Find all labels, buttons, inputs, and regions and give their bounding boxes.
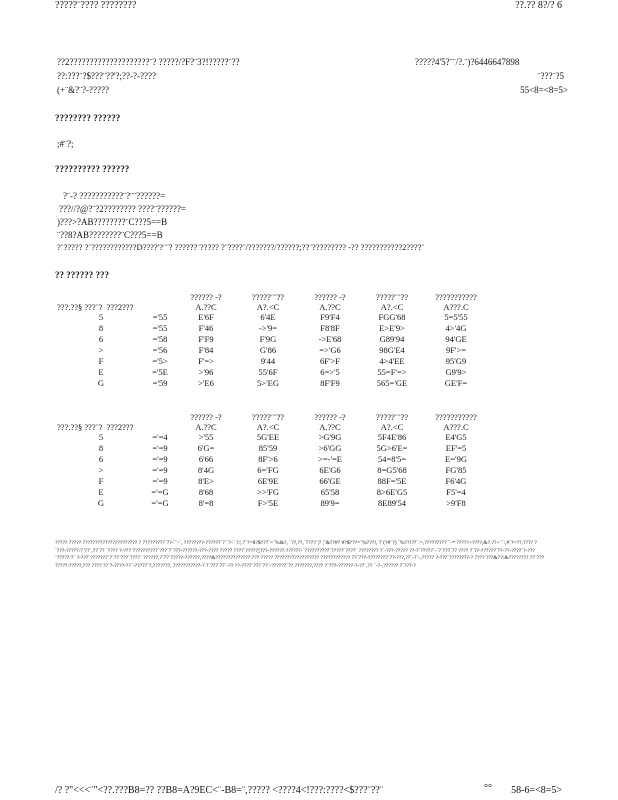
row-value-cell: ='58 (152, 334, 168, 345)
row-key-cell: E (98, 367, 104, 378)
table-row (57, 466, 489, 477)
row-key-cell: 6 (98, 334, 104, 345)
data-cell: F'9G (259, 334, 277, 345)
data-cell: 98G'E4 (379, 345, 405, 356)
footnote-block: ????? ????? ?????????????????????? ? ?????????¨??-¨¨-¨, ????????-??????¨?¨¨?-¨ ?:¦.?¨?=8?$???¨=¨%&?, ¨??,??,¨????¨¦? ¦¨&??#? #?$???=¨%???!, ?¨(?#¨?) ¨%??!??¨:=,?????????¨¨-* ?????+????,&?.??+¨¨:,#¨?=??,???? ?¨???-?????:?¨??¨,??¨?? ¨???? ?-???¨??????????¨???¨?¨???-??????-???-???? ????? ????¨?????¦¦???-??????:??????-¨??????????¨?????¨????¨ ???????? ?¨-???-????? ??-?¨?????¨-¨?¨???¨?? ???? ?¨??-??????¨??-??-????¨?-???¨?????:?¨ ?-???¨???????¨?¨??¨???¨????¨ ??????,?¨??¨?????-??????,????&??????????????:??? ????? ?????????????????? ???????????? ??¨???-????????¨??-???,??¨-?¨-,????? ?-???¨????????-? ???? ???&??:&???????? ??¨??? ?????:?????,??? ???? ??¨?-????-??¨-?????¨?,???????, ???????????-? ?¨???¨??¨-?? ??-????¨???¨??¨-??????¨?? ???????,???? ?¨???-??????-?-??¨,?? ¨-?-,?????? ?¨???-? (55, 540, 545, 569)
data-cell: =>'G6 (319, 345, 341, 356)
column-header: ?????? -? A.??C (314, 292, 346, 312)
data-cell: >G'9G (318, 432, 342, 443)
column-header: ?????¨¨?? A?.<C (375, 292, 409, 312)
body-line: ¨??8?AB????????¨C???5==B (57, 230, 163, 240)
table-row (57, 335, 489, 346)
data-cell: ->E'68 (318, 334, 342, 345)
row-value-cell: ='=G (151, 498, 169, 509)
data-cell: 55'6F (258, 367, 278, 378)
data-cell: F'46 (198, 323, 214, 334)
table-row (57, 324, 489, 335)
data-cell: GE'F= (444, 378, 468, 389)
data-cell: 6'4E (260, 312, 276, 323)
data-cell: 5F4E'86 (377, 432, 407, 443)
data-cell: F9'F4 (320, 312, 340, 323)
data-cell: 6F'>F (319, 356, 341, 367)
table-row (57, 444, 489, 455)
code-line: ;#¨?; (57, 139, 74, 149)
data-cell: 5>'EG (257, 378, 279, 389)
meta-line-3-right: 55<8=<8=5> (520, 85, 568, 95)
footer-text: /? ?"<<<¨"<??.???B8=?? ??B8=A?9EC<¨-B8=¨,????? <????4<!???:????<$???¨??¨ (55, 785, 384, 796)
data-cell: >'E6 (198, 378, 214, 389)
table-row (57, 368, 489, 379)
row-header-label: ???.??§ ???¨? (57, 421, 103, 432)
data-table-1 (57, 293, 489, 390)
data-cell: 4>4'EE (379, 356, 405, 367)
data-cell: E='9G (445, 454, 467, 465)
body-line: )???>?AB????????¨C???5==B (57, 217, 168, 227)
table-row (57, 499, 489, 510)
data-cell: 55=F'=> (377, 367, 407, 378)
data-cell: G'86 (259, 345, 277, 356)
table-body (57, 433, 489, 510)
body-line: ???//?@?¨?2???????? ????¨??????= (59, 204, 186, 214)
data-cell: >'55 (198, 432, 214, 443)
table-header-row (57, 293, 489, 313)
row-value-cell: ='55 (152, 323, 168, 334)
data-cell: 8'=8 (198, 498, 214, 509)
column-header: ?????? -? A.??C (314, 412, 346, 432)
data-cell: F'F9 (198, 334, 214, 345)
table-row (57, 379, 489, 390)
data-cell: 8>6E'G5 (376, 487, 408, 498)
footer-page-number: 58-6=<8=5> (511, 785, 562, 796)
row-key-cell: > (98, 345, 104, 356)
data-cell: 6E'9E (257, 476, 279, 487)
data-cell: >=-'=E (318, 454, 342, 465)
data-cell: 5G'EE (256, 432, 280, 443)
data-cell: 85'59 (258, 443, 278, 454)
section-3-heading: ?? ?????? ??? (55, 270, 109, 280)
row-value-cell: ='=4 (152, 432, 168, 443)
data-cell: >9'F8 (446, 498, 466, 509)
column-header: ??????????? A???.C (435, 412, 477, 432)
data-cell: 6='FG (257, 465, 279, 476)
row-key-cell: 6 (98, 454, 104, 465)
header-title: ?????¨???? ???????? (55, 0, 137, 11)
table-row (57, 488, 489, 499)
data-cell: 8'4G (197, 465, 215, 476)
row-header-cell (57, 413, 175, 433)
table-row (57, 477, 489, 488)
data-cell: >>'FG (257, 487, 279, 498)
data-cell: 8E89'54 (378, 498, 406, 509)
footer-mark: °° (484, 783, 492, 794)
table-row (57, 357, 489, 368)
table-header-row (57, 413, 489, 433)
meta-line-2-left: ??:???¨?$???¨??'?;??-?-???? (57, 71, 157, 81)
row-key-cell: 8 (98, 443, 104, 454)
column-header: ?????¨¨?? A?.<C (251, 292, 285, 312)
row-value-cell: ='56 (152, 345, 168, 356)
data-cell: 89'9= (320, 498, 340, 509)
row-value-cell: ='=9 (152, 443, 168, 454)
row-value-cell: ='5> (152, 356, 168, 367)
data-cell: 66'GE (319, 476, 341, 487)
section-2-heading: ?????????? ?????? (55, 164, 130, 174)
row-key-cell: F (98, 356, 104, 367)
row-key-cell: E (98, 487, 104, 498)
data-cell: 9F'>= (445, 345, 467, 356)
data-cell: 8F'>6 (258, 454, 278, 465)
table-row (57, 313, 489, 324)
data-cell: 5=5'55 (444, 312, 468, 323)
data-cell: E4'G5 (445, 432, 467, 443)
row-header-label: ???.??§ ???¨? (57, 301, 103, 312)
data-cell: F'84 (198, 345, 214, 356)
column-header: ??????????? A???.C (435, 292, 477, 312)
data-cell: 6'66 (198, 454, 214, 465)
meta-line-3-left: (+¨&?¨?-????? (57, 85, 110, 95)
data-cell: F'=> (198, 356, 214, 367)
column-header: ?????? -? A.??C (190, 412, 222, 432)
row-key-cell: F (98, 476, 104, 487)
data-cell: F>'5E (257, 498, 279, 509)
row-value-cell: ='=9 (152, 454, 168, 465)
row-header-cell (57, 293, 175, 313)
data-cell: 54=8'5= (377, 454, 407, 465)
row-key-cell: > (98, 465, 104, 476)
data-cell: 8'68 (198, 487, 214, 498)
data-cell: FGG'68 (378, 312, 406, 323)
data-cell: F6'4G (445, 476, 467, 487)
column-header: ?????¨¨?? A?.<C (251, 412, 285, 432)
row-key-cell: G (97, 378, 105, 389)
data-cell: 8'E> (198, 476, 214, 487)
row-value-cell: ='=G (151, 487, 169, 498)
data-cell: FG'85 (445, 465, 467, 476)
data-cell: 4>'4G (445, 323, 467, 334)
data-cell: 94'GE (445, 334, 467, 345)
data-cell: >'96 (198, 367, 214, 378)
column-header: ?????? -? A.??C (190, 292, 222, 312)
data-cell: G89'94 (379, 334, 405, 345)
data-cell: 6E'G6 (319, 465, 341, 476)
data-cell: 88F='5E (377, 476, 407, 487)
row-value-cell: ='55 (152, 312, 168, 323)
row-key-cell: 5 (98, 432, 104, 443)
row-value-cell: ='59 (152, 378, 168, 389)
row-value-cell: ='5E (152, 367, 168, 378)
data-cell: 5G>6'E= (376, 443, 408, 454)
body-line: ?¨????? ?¨????????????D????'?¨¨? ??????¨????? ?¨????¨/???????/??????;??¨????????? -?? ???????????2????¨ (57, 242, 425, 252)
data-cell: 565='GE (376, 378, 408, 389)
table-row (57, 455, 489, 466)
data-cell: 6'G= (197, 443, 215, 454)
data-cell: 65'58 (320, 487, 340, 498)
table-body (57, 313, 489, 390)
row-header-label-2: ???2??? (106, 301, 134, 312)
data-cell: F8'8F (320, 323, 340, 334)
row-header-label-2: ???2??? (106, 421, 134, 432)
data-cell: >6'GG (318, 443, 342, 454)
data-cell: 9'44 (260, 356, 276, 367)
table-row (57, 346, 489, 357)
meta-line-2-right: ¨???¨?5 (537, 71, 564, 81)
table-row (57, 433, 489, 444)
data-cell: ->'9= (258, 323, 278, 334)
data-cell: EF'=5 (445, 443, 467, 454)
row-value-cell: ='=9 (152, 476, 168, 487)
data-cell: 8=G5'68 (377, 465, 407, 476)
row-value-cell: ='=9 (152, 465, 168, 476)
data-cell: 95'G9 (445, 356, 467, 367)
data-table-2 (57, 413, 489, 510)
row-key-cell: G (97, 498, 105, 509)
header-page-info: ??.?? 8?/? 6 (515, 0, 562, 11)
data-cell: G9'9> (445, 367, 467, 378)
row-key-cell: 5 (98, 312, 104, 323)
body-line: ?¨-? ???????????¨?¨¨??????= (63, 191, 166, 201)
data-cell: F5'=4 (446, 487, 466, 498)
meta-line-1-left: ??2????????????????????¨? ?????/?F?¨3?!?????¨?? (57, 57, 240, 67)
column-header: ?????¨¨?? A?.<C (375, 412, 409, 432)
data-cell: E'6F (198, 312, 214, 323)
data-cell: 8F'F9 (320, 378, 340, 389)
meta-line-1-right: ?????4'5?¨¨/?.¨)?6446647898 (415, 57, 520, 67)
row-key-cell: 8 (98, 323, 104, 334)
section-1-heading: ???????? ?????? (55, 113, 121, 123)
data-cell: 6=>'5 (320, 367, 340, 378)
data-cell: E>E'9> (379, 323, 405, 334)
